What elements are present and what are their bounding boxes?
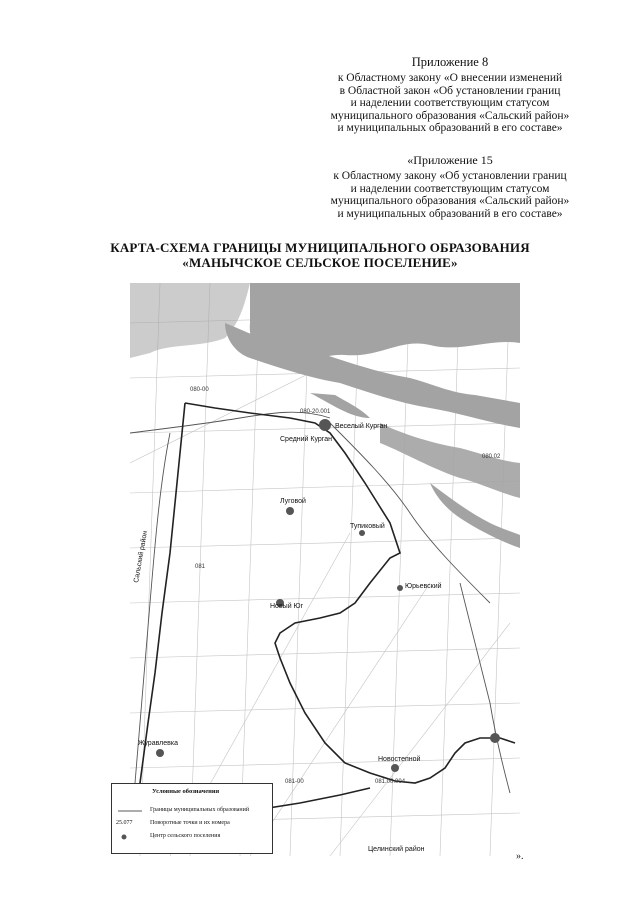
legend-item-points [116,819,268,829]
map-legend [111,783,273,854]
appendix-title2-text: «Приложение 15 [407,153,493,167]
label-vesely-kurgan: Веселый Курган [335,423,388,430]
point-code: 081 [195,564,206,570]
label-zhuravlevka: Журавлевка [138,740,178,747]
map-title-line: «МАНЫЧСКОЕ СЕЛЬСКОЕ ПОСЕЛЕНИЕ» [182,255,458,270]
settlement-tupikovy [359,530,365,536]
boundary-map [130,283,520,856]
settlement-yuryevsky [397,585,403,591]
settlement-east [490,733,500,743]
point-code: 080.02 [482,454,501,460]
label-novy-yug: Новый Юг [270,603,304,610]
appendix-title-text: Приложение 8 [411,55,489,69]
description-line: и наделении соответствующим статусом [350,182,550,195]
settlement-zhuravlevka [156,749,164,757]
point-code: 080-00 [190,387,209,393]
description-line: в Областной закон «Об установлении границ [339,84,561,97]
appendix-description [290,72,610,135]
point-code: 081-00 [285,779,304,785]
legend-title: Условные обозначения [152,788,220,795]
description-line: муниципального образования «Сальский район» [330,109,570,122]
settlement-center-icon [116,832,144,842]
closing-quote: ». [516,851,524,862]
label-tupikovy: Тупиковый [350,523,385,530]
point-code: 080-20.001 [300,409,331,415]
description-line: и муниципальных образований в его составе» [337,207,563,220]
label-salsky-rayon: Сальский район [133,530,150,584]
label-sredny-kurgan: Средний Курган [280,436,332,443]
appendix-description-secondary [290,170,610,220]
map-title [40,240,600,270]
point-code-sample: 25.077 [116,820,133,826]
legend-label: Границы муниципальных образований [150,807,250,813]
description-line: к Областному закону «О внесении изменений [337,72,563,84]
legend-item-center [116,832,268,842]
legend-label: Поворотные точки и их номера [150,820,230,826]
legend-label: Центр сельского поселения [150,833,221,839]
settlement-novostepnoy [391,764,399,772]
label-lugovoy: Луговой [280,498,306,505]
appendix-title-secondary [290,154,610,167]
label-tselinsky-rayon: Целинский район [368,846,425,853]
label-yuryevsky: Юрьевский [405,583,442,590]
settlement-vesely-kurgan [319,419,331,431]
description-line: муниципального образования «Сальский район» [330,195,570,207]
boundary-line-icon [116,806,144,816]
label-novostepnoy: Новостепной [378,756,421,763]
settlement-lugovoy [286,507,294,515]
description-line: и муниципальных образований в его составе» [337,122,563,134]
map-canvas [130,283,520,856]
description-line: и наделении соответствующим статусом [350,97,550,109]
description-line: к Областному закону «Об установлении границ [333,170,567,182]
legend-item-boundary [116,806,268,816]
point-code: 081.00.004 [375,779,406,785]
appendix-title [290,56,610,69]
map-title-line: КАРТА-СХЕМА ГРАНИЦЫ МУНИЦИПАЛЬНОГО ОБРАЗОВАНИЯ [110,240,530,255]
